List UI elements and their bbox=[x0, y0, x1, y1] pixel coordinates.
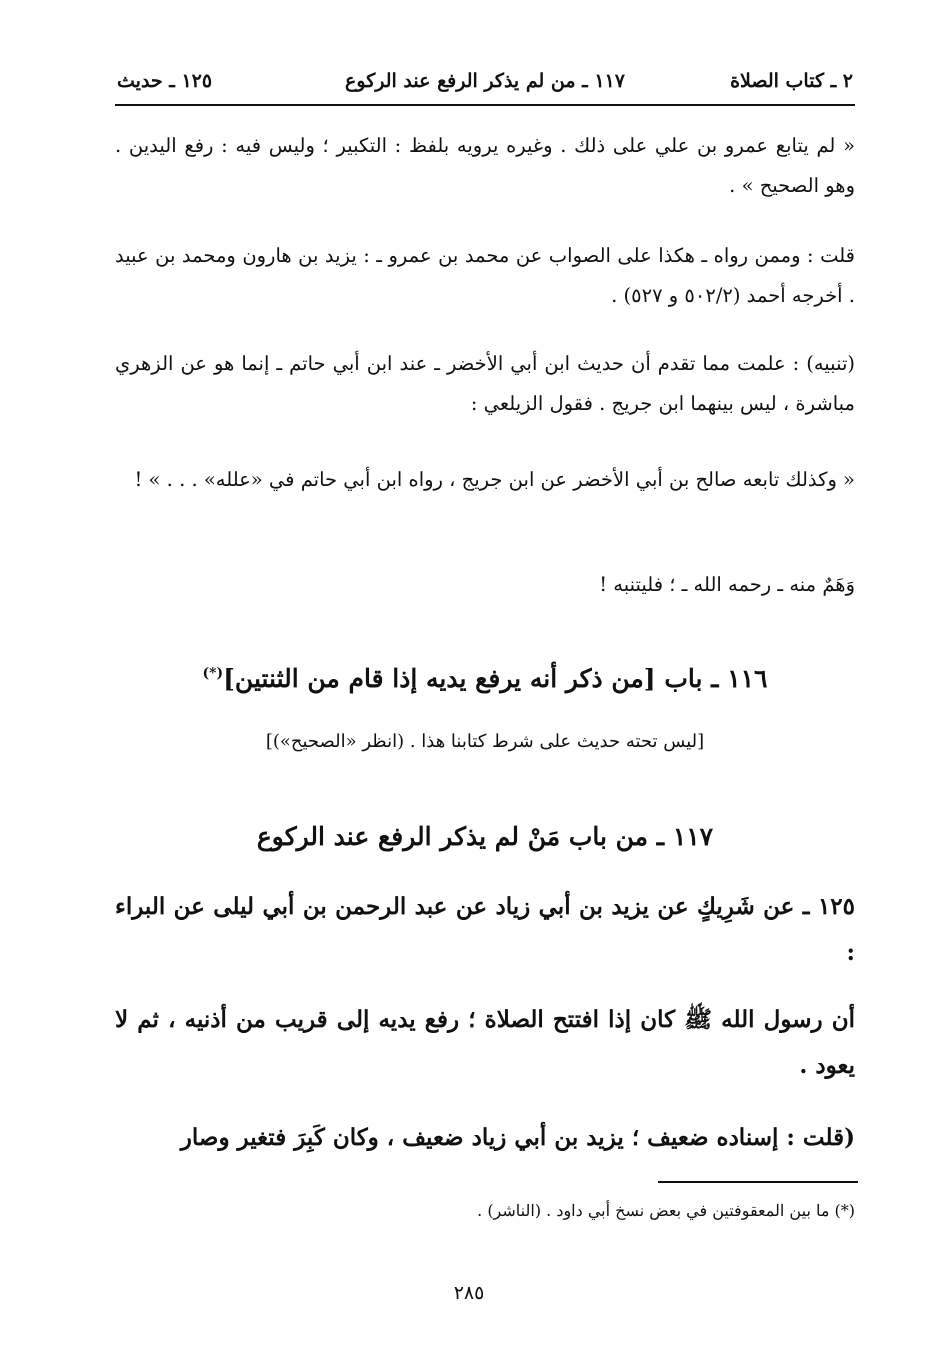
zaylai-quote-paragraph: « وكذلك تابعه صالح بن أبي الأخضر عن ابن جريج ، رواه ابن أبي حاتم في «علله» . . . » ! bbox=[134, 468, 855, 491]
hadith-matn: أن رسول الله ﷺ كان إذا افتتح الصلاة ؛ رفع يديه إلى قريب من أذنيه ، ثم لا يعود . bbox=[115, 1006, 855, 1079]
section-117-heading: ١١٧ ـ من باب مَنْ لم يذكر الرفع عند الركوع bbox=[256, 822, 714, 851]
section-116-note: [ليس تحته حديث على شرط كتابنا هذا . (انظر «الصحيح»)] bbox=[265, 731, 705, 752]
hadith-comment: (قلت : إسناده ضعيف ؛ يزيد بن أبي زياد ضعيف ، وكان كَبِرَ فتغير وصار bbox=[180, 1124, 855, 1151]
correction-paragraph: وَهَمٌ منه ـ رحمه الله ـ ؛ فليتنبه ! bbox=[599, 573, 855, 596]
header-hadith: ١٢٥ ـ حديث bbox=[117, 70, 213, 92]
header-chapter: ٢ ـ كتاب الصلاة bbox=[730, 70, 853, 92]
footnote: (*) ما بين المعقوفتين في بعض نسخ أبي داود . (الناشر) . bbox=[477, 1201, 855, 1220]
note-paragraph: (تنبيه) : علمت مما تقدم أن حديث ابن أبي الأخضر ـ عند ابن أبي حاتم ـ إنما هو عن الزهري مباشرة ، ليس بينهما ابن جريج . فقول الزيلعي : bbox=[115, 352, 855, 415]
quote-paragraph: « لم يتابع عمرو بن علي على ذلك . وغيره يرويه بلفظ : التكبير ؛ وليس فيه : رفع اليدين . وهو الصحيح » . bbox=[115, 134, 855, 197]
page-number: ٢٨٥ bbox=[453, 1282, 485, 1304]
running-header bbox=[115, 58, 855, 106]
comment-paragraph: قلت : وممن رواه ـ هكذا على الصواب عن محمد بن عمرو ـ : يزيد بن هارون ومحمد بن عبيد . أخرجه أحمد (٥٠٢/٢ و ٥٢٧) . bbox=[115, 244, 855, 307]
hadith-isnad: ١٢٥ ـ عن شَرِيكٍ عن يزيد بن أبي زياد عن عبد الرحمن بن أبي ليلى عن البراء : bbox=[115, 893, 855, 966]
section-116-title: ١١٦ ـ باب [من ذكر أنه يرفع يديه إذا قام من الثنتين] bbox=[223, 664, 768, 693]
header-section: ١١٧ ـ من لم يذكر الرفع عند الركوع bbox=[345, 70, 625, 92]
footnote-marker: (*) bbox=[202, 665, 224, 682]
footnote-divider bbox=[658, 1181, 858, 1183]
section-116-heading bbox=[115, 659, 855, 699]
